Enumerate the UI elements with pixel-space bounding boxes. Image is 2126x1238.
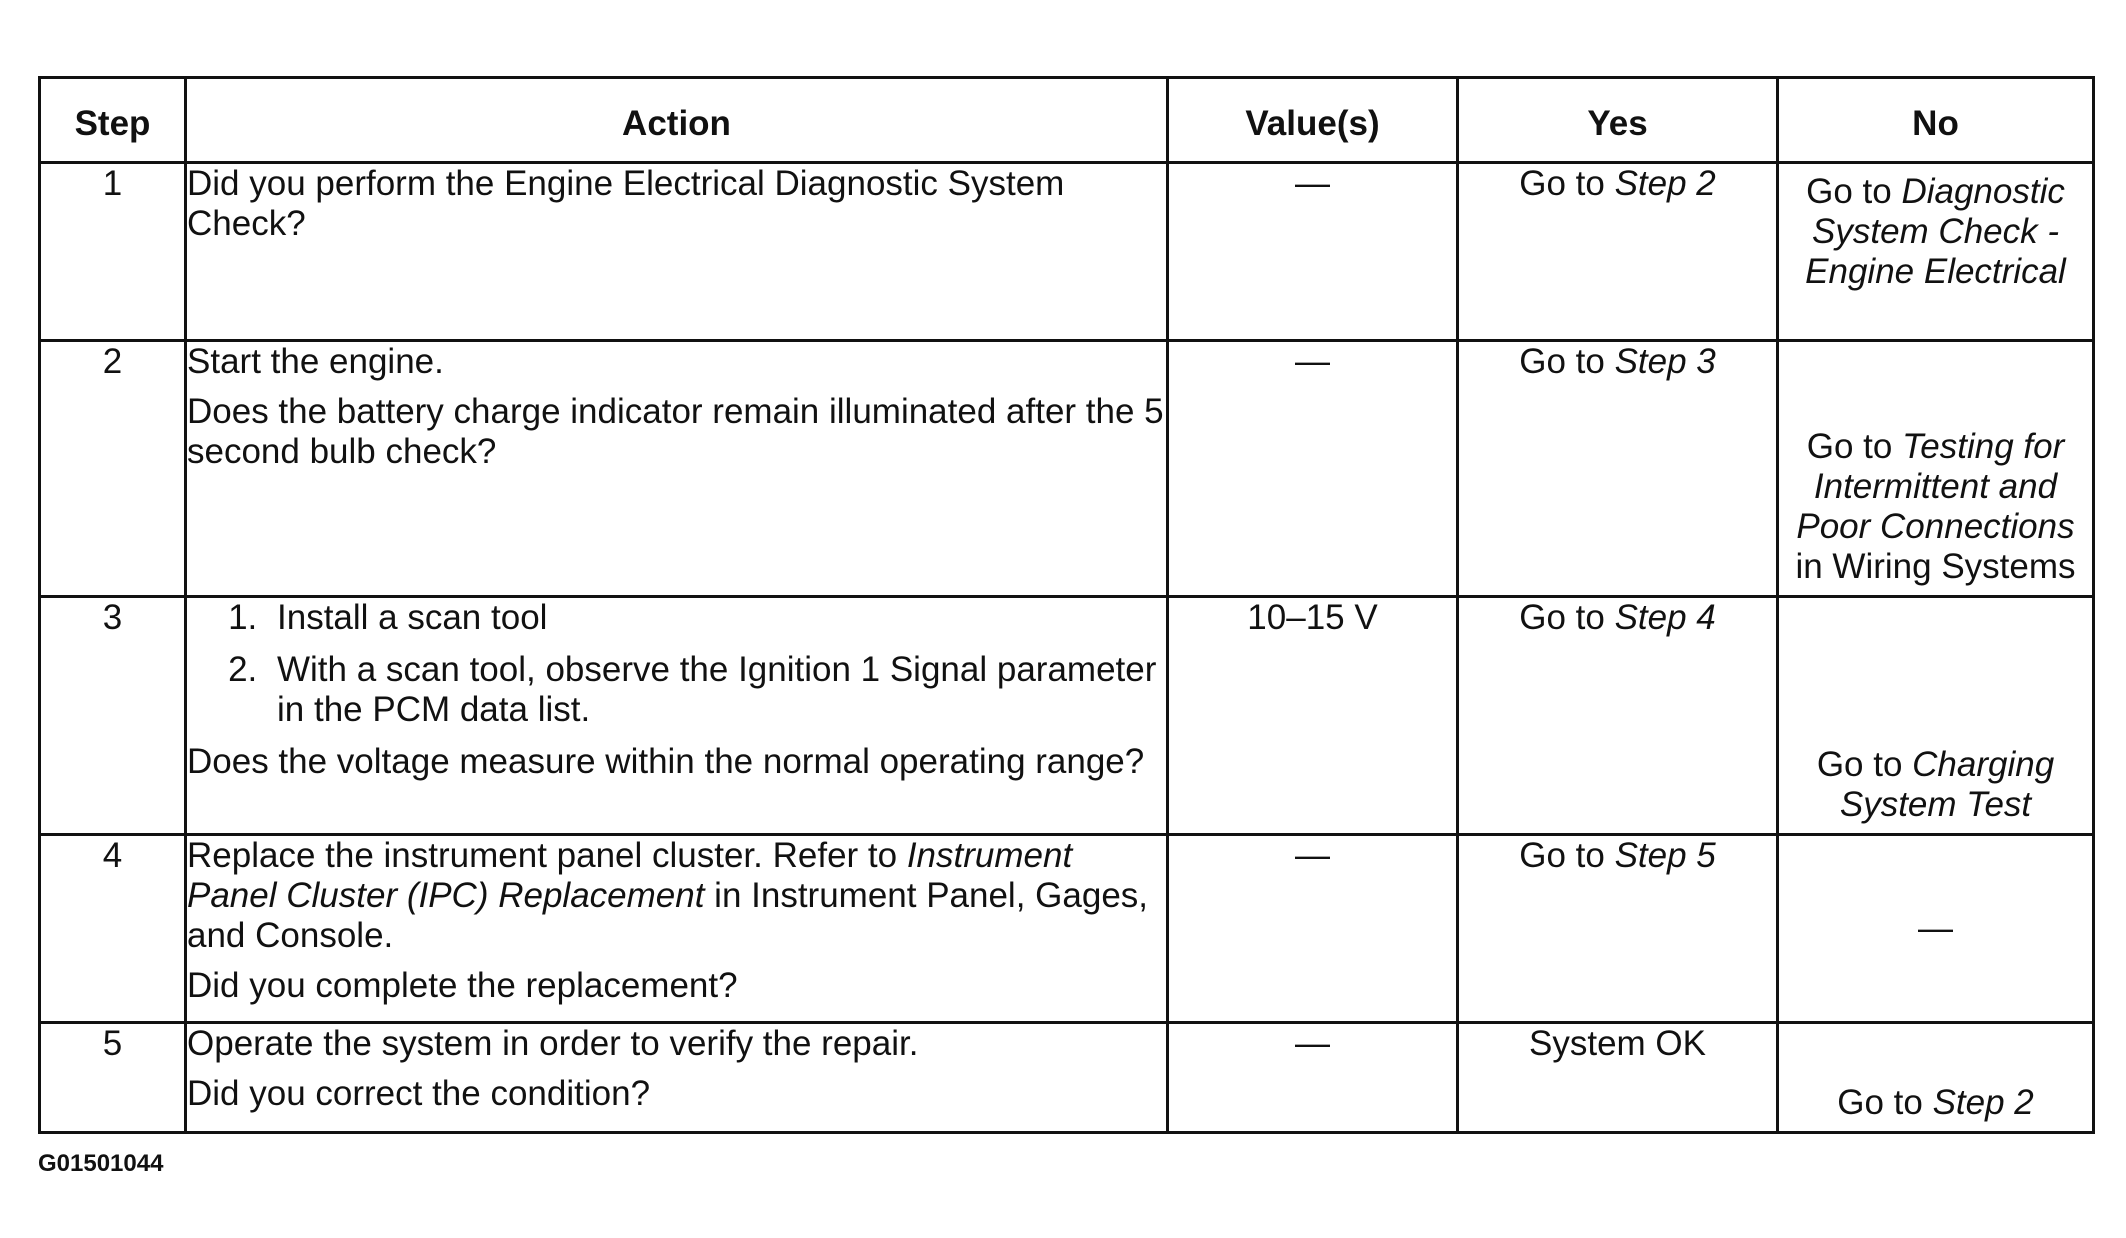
no-reference-link[interactable]: Testing for Intermittent and Poor Connections xyxy=(1796,427,2075,546)
action-text: Operate the system in order to verify the repair. xyxy=(187,1024,919,1063)
no-cell: — xyxy=(1778,835,2094,1023)
action-text-suffix: in Instrument Panel, Gages, and Console. xyxy=(187,876,1149,955)
yes-cell xyxy=(1458,597,1778,835)
step-number: 2 xyxy=(40,341,186,597)
table-row-step-5 xyxy=(40,1023,2094,1133)
yes-cell xyxy=(1458,341,1778,597)
no-step-link[interactable]: Step 2 xyxy=(1932,1083,2034,1122)
table-row-step-3 xyxy=(40,597,2094,835)
action-cell xyxy=(186,1023,1168,1133)
no-cell xyxy=(1778,1023,2094,1133)
yes-prefix: Go to xyxy=(1519,598,1615,637)
yes-step-link[interactable]: Step 4 xyxy=(1614,598,1716,637)
header-values: Value(s) xyxy=(1168,78,1458,163)
figure-id: G01501044 xyxy=(38,1150,164,1177)
value-cell: — xyxy=(1168,341,1458,597)
yes-step-link[interactable]: Step 2 xyxy=(1614,164,1716,203)
yes-prefix: Go to xyxy=(1519,342,1615,381)
step-number: 3 xyxy=(40,597,186,835)
yes-prefix: Go to xyxy=(1519,164,1615,203)
header-step: Step xyxy=(40,78,186,163)
header-action: Action xyxy=(186,78,1168,163)
diagnostic-table xyxy=(38,76,2095,1134)
value-cell: 10–15 V xyxy=(1168,597,1458,835)
no-prefix: Go to xyxy=(1806,172,1902,211)
step-number: 1 xyxy=(40,163,186,341)
action-cell xyxy=(186,835,1168,1023)
action-reference-link[interactable]: Instrument Panel Cluster (IPC) Replacement xyxy=(187,836,1073,915)
action-text-prefix: Replace the instrument panel cluster. Refer to xyxy=(187,836,907,875)
action-substeps xyxy=(187,598,1166,730)
action-cell xyxy=(186,341,1168,597)
header-yes: Yes xyxy=(1458,78,1778,163)
table-row-step-2 xyxy=(40,341,2094,597)
yes-cell xyxy=(1458,835,1778,1023)
action-text xyxy=(187,836,1166,956)
no-prefix: Go to xyxy=(1806,427,1903,466)
no-prefix: Go to xyxy=(1837,1083,1933,1122)
no-reference-link[interactable]: Charging System Test xyxy=(1839,745,2055,824)
no-suffix: in Wiring Systems xyxy=(1795,547,2076,586)
action-text: Start the engine. xyxy=(187,342,444,381)
action-cell xyxy=(186,163,1168,341)
no-prefix: Go to xyxy=(1816,745,1913,784)
no-cell xyxy=(1778,341,2094,597)
step-number: 5 xyxy=(40,1023,186,1133)
table-row-step-4 xyxy=(40,835,2094,1023)
no-cell xyxy=(1778,597,2094,835)
yes-step-link[interactable]: Step 3 xyxy=(1614,342,1716,381)
step-number: 4 xyxy=(40,835,186,1023)
action-cell xyxy=(186,597,1168,835)
yes-step-link[interactable]: Step 5 xyxy=(1614,836,1716,875)
header-no: No xyxy=(1778,78,2094,163)
yes-cell: System OK xyxy=(1458,1023,1778,1133)
yes-prefix: Go to xyxy=(1519,836,1615,875)
substep-item: 2. With a scan tool, observe the Ignition 1 Signal parameter in the PCM data list. xyxy=(267,650,1166,730)
no-cell xyxy=(1778,163,2094,341)
action-question: Does the voltage measure within the normal operating range? xyxy=(187,742,1145,781)
substep-item: 1. Install a scan tool xyxy=(267,598,1166,638)
action-text: Did you perform the Engine Electrical Diagnostic System Check? xyxy=(187,164,1065,243)
table-header-row xyxy=(40,78,2094,163)
action-question: Does the battery charge indicator remain illuminated after the 5 second bulb check? xyxy=(187,392,1164,471)
value-cell: — xyxy=(1168,1023,1458,1133)
value-cell: — xyxy=(1168,835,1458,1023)
value-cell: — xyxy=(1168,163,1458,341)
action-question: Did you complete the replacement? xyxy=(187,966,738,1005)
yes-cell xyxy=(1458,163,1778,341)
no-reference-link[interactable]: Diagnostic System Check - Engine Electrical xyxy=(1805,172,2066,291)
table-row-step-1 xyxy=(40,163,2094,341)
action-question: Did you correct the condition? xyxy=(187,1074,651,1113)
diagnostic-table-frame xyxy=(38,76,2092,1123)
